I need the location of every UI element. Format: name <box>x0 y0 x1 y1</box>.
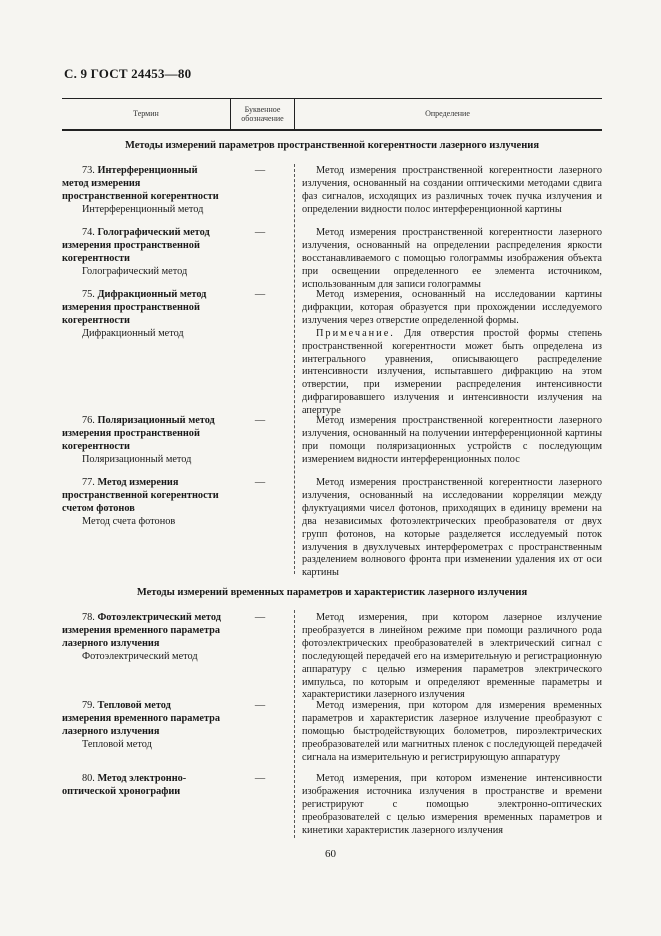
term-name: Голографический метод измерения пространственной когерентности <box>62 227 210 264</box>
term-number: 76. <box>82 415 95 426</box>
term-name: Фотоэлектрический метод измерения временного параметра лазерного излучения <box>62 612 221 649</box>
definition-cell <box>302 289 602 418</box>
symbol-cell: — <box>254 289 266 300</box>
term-short-name: Голографический метод <box>82 265 188 277</box>
column-header-symbol: Буквенное обозначение <box>230 99 295 129</box>
column-header-definition: Определение <box>425 109 470 119</box>
term-name: Интерференционный метод измерения пространственной когерентности <box>62 165 219 202</box>
column-divider <box>294 610 296 838</box>
term-name: Метод электронно-оптической хронографии <box>62 773 187 797</box>
term-short-name: Метод счета фотонов <box>82 515 176 527</box>
column-header-term: Термин <box>133 109 159 119</box>
term-cell <box>62 700 222 752</box>
term-number: 79. <box>82 700 95 711</box>
symbol-cell: — <box>254 477 266 488</box>
table-header <box>62 98 602 131</box>
definition-cell <box>302 477 602 580</box>
definition-text: Метод измерения, основанный на исследовании картины дифракции, которая образуется при прохождении исследуемого излучения через отверстие определенной формы. <box>302 289 602 326</box>
term-cell <box>62 289 222 341</box>
term-cell <box>62 612 222 664</box>
note-text <box>302 328 602 418</box>
definition-cell <box>302 165 602 217</box>
symbol-cell: — <box>254 165 266 176</box>
term-cell <box>62 477 222 529</box>
symbol-cell: — <box>254 227 266 238</box>
definition-text: Метод измерения пространственной когерентности лазерного излучения, основанный на исследовании корреляции между флуктуациями чисел фотонов, приходящих в единицу времени на два независимых фотоэлектрических преобразователя от двух групп фотонов, на которые разделяется исследуемый поток излучения в двухлучевых интерферометрах с пространственным разделением волнового фронта при изменении удаления их от оси картины <box>302 477 602 579</box>
definition-text: Метод измерения, при котором изменение интенсивности изображения источника излучения в пространстве и времени регистрируют с помощью электронно-оптических преобразователей с целью измерения временных параметров и кинетики характеристик лазерного излучения <box>302 773 602 836</box>
term-short-name: Фотоэлектрический метод <box>82 650 198 662</box>
definition-cell <box>302 773 602 838</box>
symbol-cell: — <box>254 773 266 784</box>
page-number: 60 <box>325 848 336 860</box>
term-name: Тепловой метод измерения временного параметра лазерного излучения <box>62 700 221 737</box>
definition-text: Метод измерения пространственной когерентности лазерного излучения, основанный на создании оптическими методами сдвига фаз сигналов, исходящих из различных точек пучка излучения и определении видности полос интерференционной картины <box>302 165 602 215</box>
term-number: 80. <box>82 773 95 784</box>
term-cell <box>62 415 222 467</box>
column-divider <box>294 164 296 574</box>
definition-cell <box>302 415 602 467</box>
term-name: Метод измерения пространственной когерентности счетом фотонов <box>62 477 219 514</box>
term-cell <box>62 165 222 217</box>
term-name: Дифракционный метод измерения пространственной когерентности <box>62 289 207 326</box>
term-name: Поляризационный метод измерения пространственной когерентности <box>62 415 215 452</box>
note-body: Для отверстия простой формы степень пространственной когерентности может быть определена из интегрального уравнения, описывающего распределение интенсивности излучения, испытавшего дифракцию на этом отверстии, при измерении распределения интенсивности дифрагировавшего излучения и интенсивности излучения на апертуре <box>302 327 602 417</box>
term-cell <box>62 227 222 279</box>
term-number: 73. <box>82 165 95 176</box>
term-short-name: Поляризационный метод <box>82 453 192 465</box>
term-short-name: Тепловой метод <box>82 738 152 750</box>
definition-text: Метод измерения, при котором лазерное излучение преобразуется в линейном режиме при помощи различного рода фотоэлектрических преобразователей в электрический сигнал с последующей передачей его на измерительную и регистрационную аппаратуру с целью измерения параметров электрического импульса, по которым и определяют временные параметры и характеристики лазерного излучения <box>302 612 602 701</box>
symbol-cell: — <box>254 700 266 711</box>
term-number: 74. <box>82 227 95 238</box>
note-label: Примечание. <box>316 327 395 339</box>
definition-text: Метод измерения пространственной когерентности лазерного излучения, основанный на определении распределения яркости восстанавливаемого с помощью голограммы изображения объекта при освещении определенного ее элемента источником, использованным для записи голограммы <box>302 227 602 290</box>
term-number: 77. <box>82 477 95 488</box>
symbol-cell: — <box>254 612 266 623</box>
definition-cell <box>302 227 602 292</box>
term-cell <box>62 773 222 799</box>
term-number: 75. <box>82 289 95 300</box>
term-short-name: Дифракционный метод <box>82 327 184 339</box>
definition-cell <box>302 700 602 765</box>
definition-cell <box>302 612 602 702</box>
definition-text: Метод измерения, при котором для измерения временных параметров и характеристик лазерное излучение преобразуют с помощью быстродействующих болометров, пироэлектрических преобразователей или магнитных пленок с последующей передачей сигнала на измерительную и регистрирующую аппаратуру <box>302 700 602 763</box>
symbol-cell: — <box>254 415 266 426</box>
page-header: С. 9 ГОСТ 24453—80 <box>64 66 192 81</box>
section-title-spatial-coherence: Методы измерений параметров пространственной когерентности лазерного излучения <box>124 140 540 151</box>
term-short-name: Интерференционный метод <box>82 203 204 215</box>
definition-text: Метод измерения пространственной когерентности лазерного излучения, основанный на получении интерференционной картины при помощи поляризационных устройств с последующим измерением видности интерференционных полос <box>302 415 602 465</box>
section-title-temporal-parameters: Методы измерений временных параметров и характеристик лазерного излучения <box>136 587 528 598</box>
term-number: 78. <box>82 612 95 623</box>
